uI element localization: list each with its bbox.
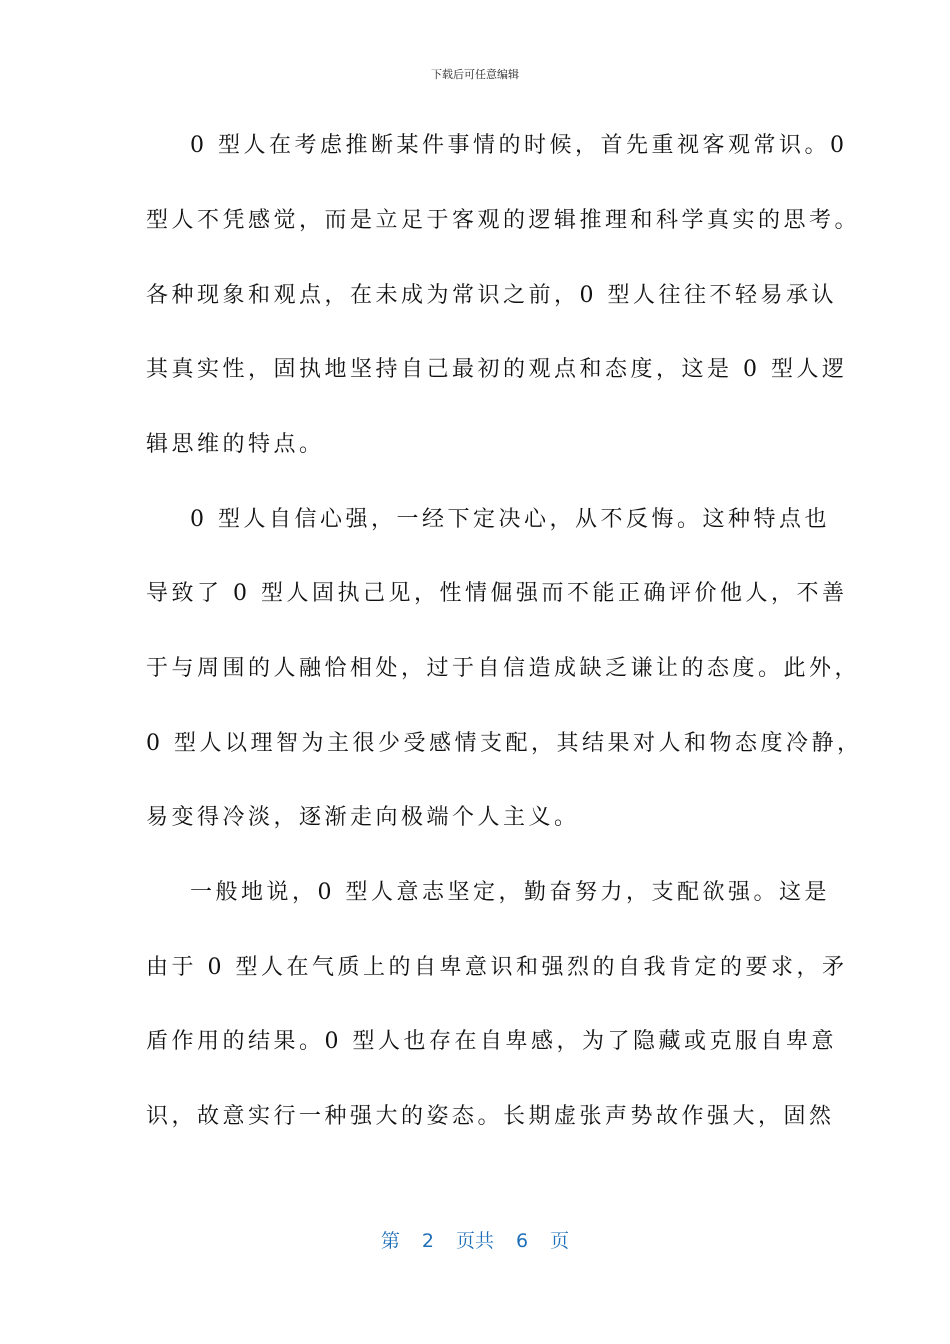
footer-middle: 页共 <box>455 1230 494 1252</box>
paragraph-3-line-1: 一般地说，0 型人意志坚定，勤奋努力，支配欲强。这是 <box>190 880 830 905</box>
paragraph-1-line-1: 0 型人在考虑推断某件事情的时候，首先重视客观常识。0 <box>190 133 848 158</box>
footer-current-page: 2 <box>421 1230 434 1252</box>
paragraph-2-line-5: 易变得冷淡，逐渐走向极端个人主义。 <box>146 805 580 830</box>
paragraph-1-line-2: 型人不凭感觉，而是立足于客观的逻辑推理和科学真实的思考。 <box>146 208 861 233</box>
page-footer <box>0 1226 950 1253</box>
footer-prefix: 第 <box>380 1230 400 1252</box>
paragraph-3-line-2: 由于 0 型人在气质上的自卑意识和强烈的自我肯定的要求，矛 <box>146 955 848 980</box>
paragraph-2-line-1: 0 型人自信心强，一经下定决心，从不反悔。这种特点也 <box>190 507 830 532</box>
paragraph-1-line-5: 辑思维的特点。 <box>146 432 325 457</box>
paragraph-2-line-4: 0 型人以理智为主很少受感情支配，其结果对人和物态度冷静， <box>146 731 863 756</box>
footer-total-pages: 6 <box>516 1230 529 1252</box>
page-header: 下载后可任意编辑 <box>431 68 519 81</box>
paragraph-3-line-4: 识，故意实行一种强大的姿态。长期虚张声势故作强大，固然 <box>146 1104 835 1129</box>
paragraph-2-line-3: 于与周围的人融恰相处，过于自信造成缺乏谦让的态度。此外， <box>146 656 861 681</box>
paragraph-2-line-2: 导致了 0 型人固执己见，性情倔强而不能正确评价他人，不善 <box>146 581 848 606</box>
paragraph-1-line-4: 其真实性，固执地坚持自己最初的观点和态度，这是 0 型人逻 <box>146 357 848 382</box>
footer-suffix: 页 <box>550 1230 570 1252</box>
paragraph-1-line-3: 各种现象和观点，在未成为常识之前，0 型人往往不轻易承认 <box>146 283 837 308</box>
paragraph-3-line-3: 盾作用的结果。0 型人也存在自卑感，为了隐藏或克服自卑意 <box>146 1029 837 1054</box>
